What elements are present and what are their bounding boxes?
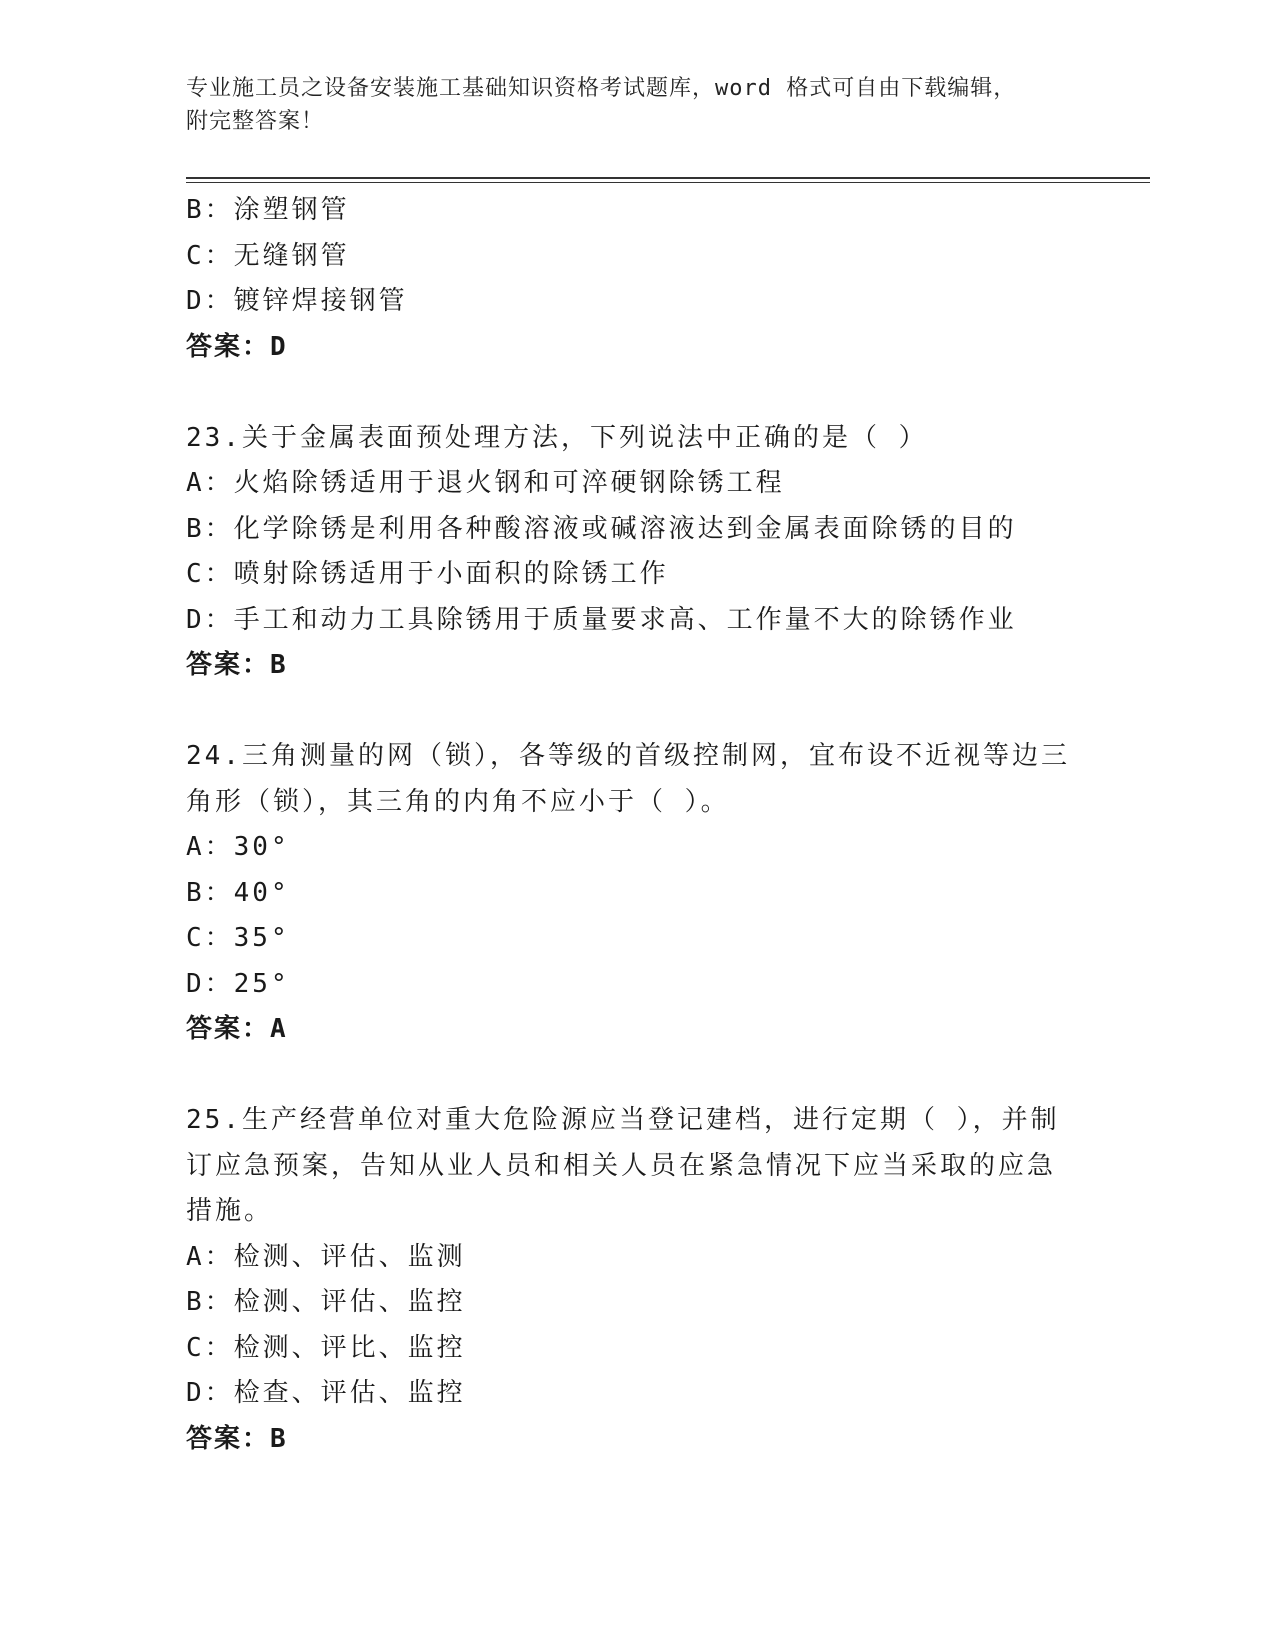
question-text-line-1: 24.三角测量的网（锁），各等级的首级控制网，宜布设不近视等边三 xyxy=(186,741,1070,771)
option-d: D：镀锌焊接钢管 xyxy=(186,286,408,316)
question-content xyxy=(186,188,1086,1462)
header-divider-thick xyxy=(186,177,1150,179)
option-a: A：检测、评估、监测 xyxy=(186,1241,466,1272)
option-d: D：检查、评估、监控 xyxy=(186,1378,466,1408)
option-d: D：25° xyxy=(186,968,290,999)
answer-label: 答案：B xyxy=(186,650,288,680)
option-b: B：涂塑钢管 xyxy=(186,195,350,225)
option-d: D：手工和动力工具除锈用于质量要求高、工作量不大的除锈作业 xyxy=(186,604,1017,635)
answer-label: 答案：A xyxy=(186,1014,288,1044)
question-text-line-2: 角形（锁），其三角的内角不应小于（ ）。 xyxy=(186,786,730,817)
option-b: B：40° xyxy=(186,877,290,908)
question-24-block xyxy=(186,734,1086,1053)
option-a: A：火焰除锈适用于退火钢和可淬硬钢除锈工程 xyxy=(186,468,785,498)
header-title-line-2: 附完整答案！ xyxy=(186,109,325,134)
answer-label: 答案：D xyxy=(186,331,288,362)
header-title-line-1: 专业施工员之设备安装施工基础知识资格考试题库，word 格式可自由下载编辑， xyxy=(186,76,1017,101)
option-c: C：35° xyxy=(186,923,290,953)
option-b: B：检测、评估、监控 xyxy=(186,1287,466,1317)
answer-label: 答案：B xyxy=(186,1423,288,1454)
question-text-line-3: 措施。 xyxy=(186,1196,274,1226)
page-header xyxy=(186,72,1066,138)
spacer xyxy=(186,689,1086,735)
spacer xyxy=(186,1053,1086,1099)
question-text-line-2: 订应急预案，告知从业人员和相关人员在紧急情况下应当采取的应急 xyxy=(186,1150,1057,1181)
option-b: B：化学除锈是利用各种酸溶液或碱溶液达到金属表面除锈的目的 xyxy=(186,513,1017,544)
question-text: 23.关于金属表面预处理方法，下列说法中正确的是（ ） xyxy=(186,422,928,453)
question-23-block xyxy=(186,416,1086,689)
question-22-block xyxy=(186,188,1086,370)
option-a: A：30° xyxy=(186,832,290,862)
option-c: C：无缝钢管 xyxy=(186,240,350,271)
header-divider-thin xyxy=(186,182,1150,183)
option-c: C：喷射除锈适用于小面积的除锈工作 xyxy=(186,559,669,589)
spacer xyxy=(186,370,1086,416)
question-text-line-1: 25.生产经营单位对重大危险源应当登记建档，进行定期（ ），并制 xyxy=(186,1105,1060,1135)
option-c: C：检测、评比、监控 xyxy=(186,1332,466,1363)
question-25-block xyxy=(186,1098,1086,1462)
